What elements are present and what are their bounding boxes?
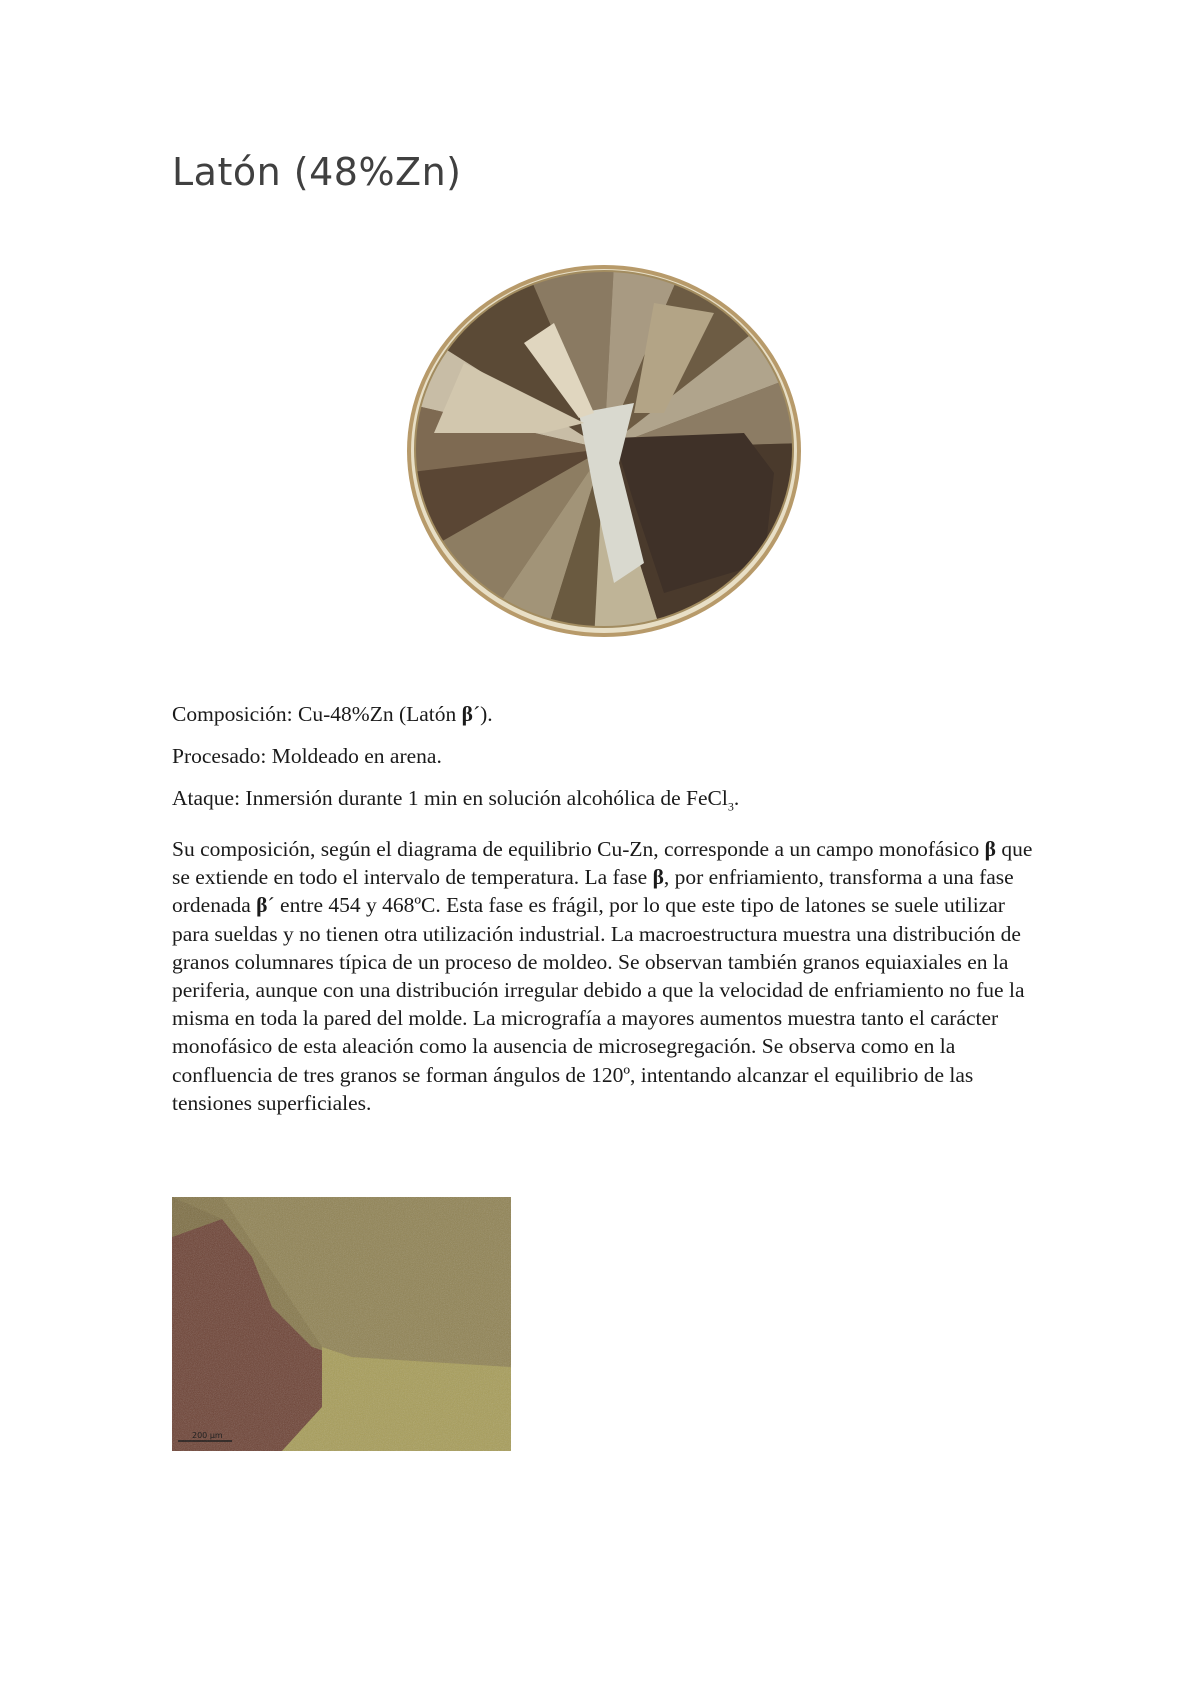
micrograph-image [172,1197,511,1451]
page-title: Latón (48%Zn) [172,150,462,194]
processing-line: Procesado: Moldeado en arena. [172,744,442,769]
macrostructure-image [404,263,804,641]
etching-line: Ataque: Inmersión durante 1 min en solución alcohólica de FeCl$_3$. [172,786,740,814]
composition-line: Composición: Cu-48%Zn (Latón β´). [172,702,493,726]
scale-label: 200 µm [192,1431,223,1440]
description-text [172,700,1042,1131]
body-paragraph: Su composición, según el diagrama de equilibrio Cu-Zn, corresponde a un campo monofásico β que se extiende en todo el intervalo de temperatura. La fase β, por enfriamiento, transforma a una fase ordenada β´ entre 454 y 468ºC. Esta fase es frágil, por lo que este tipo de latones se suele utilizar para sueldas y no tienen otra utilización industrial. La macroestructura muestra una distribución de granos columnares típica de un proceso de moldeo. Se observan también granos equiaxiales en la periferia, aunque con una distribución irregular debido a que la velocidad de enfriamiento no fue la misma en toda la pared del molde. La micrografía a mayores aumentos muestra tanto el carácter monofásico de esta aleación como la ausencia de microsegregación. Se observa como en la confluencia de tres granos se forman ángulos de 120º, intentando alcanzar el equilibrio de las tensiones superficiales. [172,836,1033,1115]
